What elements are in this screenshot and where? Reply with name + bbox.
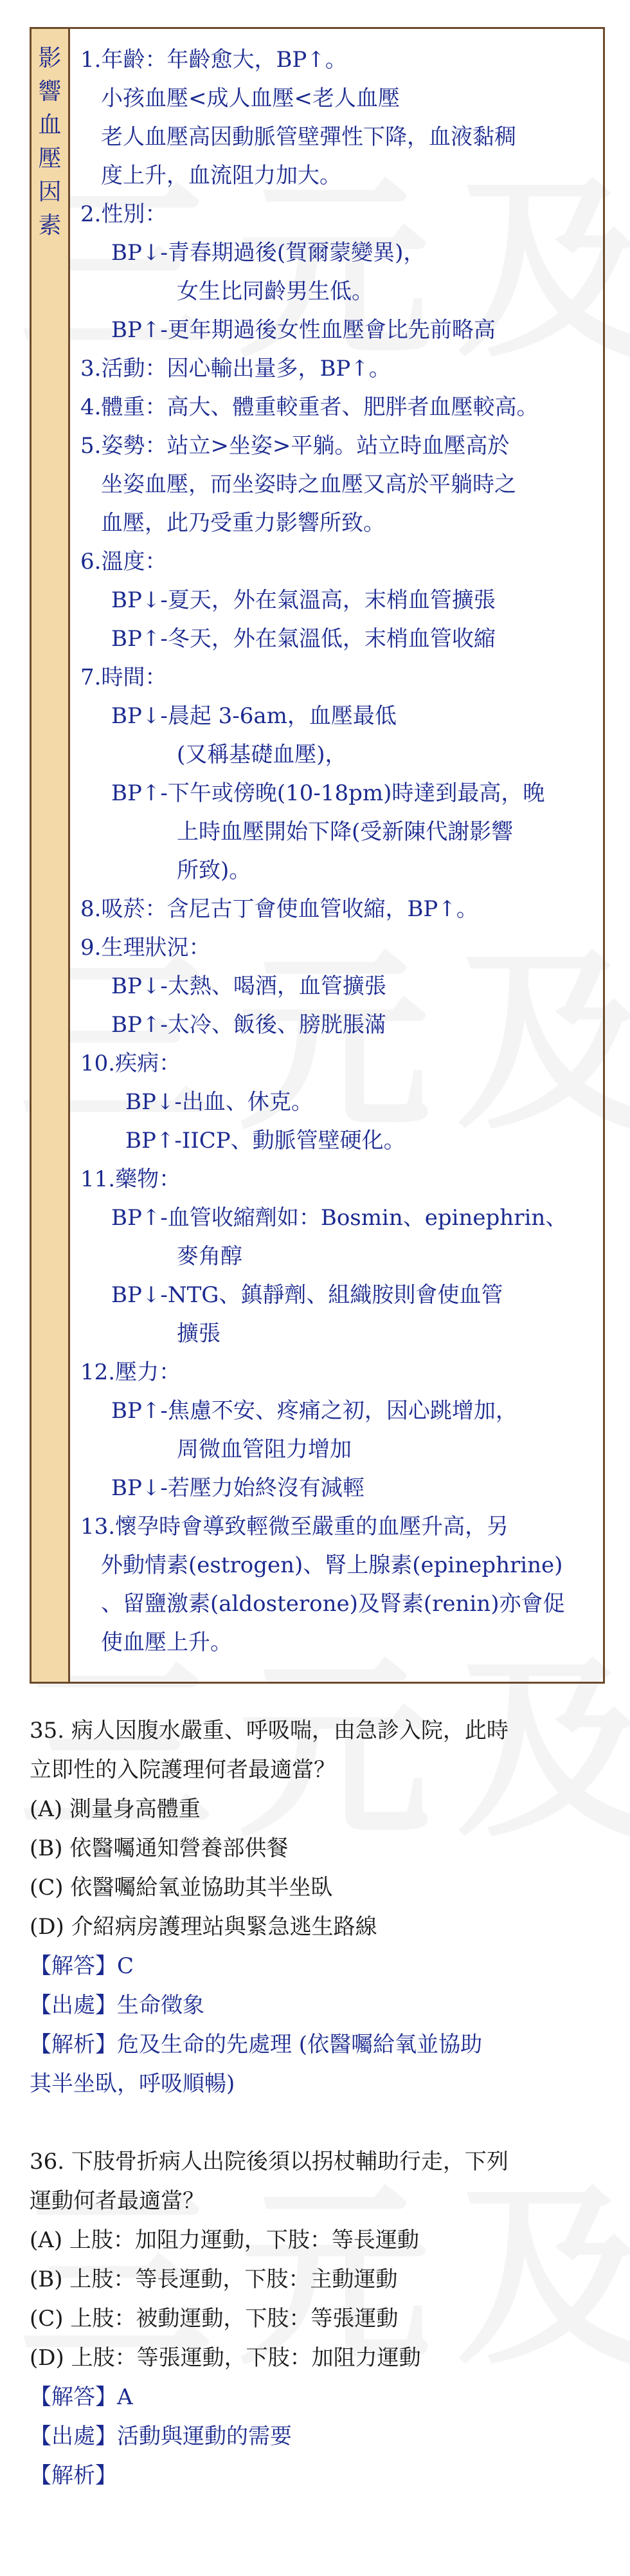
option-c: (C) 上肢：被動運動，下肢：等張運動	[30, 2306, 399, 2332]
question-text: 36. 下肢骨折病人出院後須以拐杖輔助行走，下列	[30, 2149, 509, 2175]
explanation-line: 其半坐臥，呼吸順暢)	[30, 2071, 235, 2097]
factor-line: BP↓-若壓力始終沒有減輕	[111, 1475, 364, 1501]
factor-line: 擴張	[177, 1321, 221, 1347]
factor-line: BP↑-IICP、動脈管壁硬化。	[125, 1128, 406, 1154]
questions-section	[30, 1711, 608, 2496]
factor-line: BP↓-出血、休克。	[125, 1089, 313, 1115]
factor-line: 使血壓上升。	[101, 1630, 232, 1655]
answer-label: 【解答】	[30, 1953, 117, 1979]
factor-line: BP↓-青春期過後(賀爾蒙變異)，	[111, 240, 426, 266]
factor-line: 1.年齡：年齡愈大，BP↑。	[80, 47, 347, 73]
factor-line: 7.時間：	[80, 665, 167, 690]
side-label-char: 血	[38, 112, 62, 138]
factor-line: (又稱基礎血壓)，	[177, 742, 347, 768]
factor-line: BP↓-NTG、鎮靜劑、組織胺則會使血管	[111, 1282, 503, 1308]
option-d: (D) 上肢：等張運動，下肢：加阻力運動	[30, 2345, 421, 2371]
factor-line: 、留鹽激素(aldosterone)及腎素(renin)亦會促	[101, 1591, 565, 1617]
factor-line: BP↑-更年期過後女性血壓會比先前略高	[111, 317, 496, 343]
explanation-line	[30, 2025, 608, 2065]
factor-line: BP↑-太冷、飯後、膀胱脹滿	[111, 1012, 386, 1038]
factor-line: 度上升，血流阻力加大。	[101, 163, 341, 189]
factor-line: 5.姿勢：站立>坐姿>平躺。站立時血壓高於	[80, 433, 510, 459]
factor-line: BP↓-晨起 3-6am，血壓最低	[111, 703, 397, 729]
source-line	[30, 2417, 608, 2456]
explanation-text: 危及生命的先處理 (依醫囑給氧並協助	[117, 2032, 483, 2057]
explanation-label: 【解析】	[30, 2463, 117, 2489]
factor-line: 3.活動：因心輸出量多，BP↑。	[80, 356, 391, 382]
side-label-char: 影	[38, 45, 62, 71]
blood-pressure-factors-table	[30, 27, 605, 1684]
option-a: (A) 上肢：加阻力運動，下肢：等長運動	[30, 2227, 419, 2253]
factor-line: 外動情素(estrogen)、腎上腺素(epinephrine)	[101, 1552, 563, 1578]
option-c: (C) 依醫囑給氧並協助其半坐臥	[30, 1875, 333, 1900]
source-line	[30, 1986, 608, 2025]
source-label: 【出處】	[30, 1992, 117, 2018]
source-value: 生命徵象	[117, 1992, 204, 2018]
factor-line: 老人血壓高因動脈管壁彈性下降，血液黏稠	[101, 124, 516, 150]
factor-line: 11.藥物：	[80, 1166, 181, 1192]
factor-line: 周微血管阻力增加	[177, 1437, 352, 1462]
side-label-char: 因	[38, 179, 62, 205]
question-36	[30, 2142, 608, 2496]
explanation-label: 【解析】	[30, 2032, 117, 2057]
answer-label: 【解答】	[30, 2384, 117, 2410]
factor-line: 坐姿血壓，而坐姿時之血壓又高於平躺時之	[101, 472, 516, 497]
option-b: (B) 依醫囑通知營養部供餐	[30, 1835, 289, 1861]
factor-line: 4.體重：高大、體重較重者、肥胖者血壓較高。	[80, 394, 539, 420]
answer-line	[30, 2378, 608, 2417]
source-value: 活動與運動的需要	[117, 2424, 292, 2449]
option-b: (B) 上肢：等長運動，下肢：主動運動	[30, 2267, 398, 2292]
question-text: 35. 病人因腹水嚴重、呼吸喘，由急診入院，此時	[30, 1718, 509, 1743]
question-text: 立即性的入院護理何者最適當？	[30, 1757, 336, 1783]
factor-line: BP↓-夏天，外在氣溫高，末梢血管擴張	[111, 587, 496, 613]
factor-line: 13.懷孕時會導致輕微至嚴重的血壓升高，另	[80, 1514, 509, 1540]
factor-line: 麥角醇	[177, 1244, 242, 1269]
option-d: (D) 介紹病房護理站與緊急逃生路線	[30, 1914, 377, 1940]
factor-line: BP↓-太熱、喝酒，血管擴張	[111, 973, 386, 999]
question-35	[30, 1711, 608, 2104]
side-label-char: 壓	[38, 145, 62, 172]
factor-line: 10.疾病：	[80, 1051, 181, 1076]
explanation-line	[30, 2456, 608, 2496]
factors-content	[70, 29, 603, 1682]
side-label-column	[32, 29, 70, 1682]
factor-line: 血壓，此乃受重力影響所致。	[101, 510, 385, 536]
answer-value: C	[117, 1953, 134, 1979]
factor-line: 6.溫度：	[80, 549, 167, 575]
factor-line: BP↑-下午或傍晚(10-18pm)時達到最高，晚	[111, 780, 545, 806]
question-text: 運動何者最適當？	[30, 2188, 204, 2214]
factor-line: 所致)。	[177, 858, 251, 883]
factor-line: 9.生理狀況：	[80, 935, 211, 961]
side-label-char: 響	[38, 78, 62, 105]
factor-line: BP↑-焦慮不安、疼痛之初，因心跳增加，	[111, 1398, 518, 1424]
factor-line: BP↑-冬天，外在氣溫低，末梢血管收縮	[111, 626, 496, 652]
factor-line: 小孩血壓<成人血壓<老人血壓	[101, 86, 400, 111]
answer-line	[30, 1947, 608, 1986]
factor-line: 上時血壓開始下降(受新陳代謝影響	[177, 819, 514, 845]
factor-line: 12.壓力：	[80, 1359, 181, 1385]
source-label: 【出處】	[30, 2424, 117, 2449]
side-label-char: 素	[38, 212, 62, 239]
factor-line: 8.吸菸：含尼古丁會使血管收縮，BP↑。	[80, 896, 478, 922]
answer-value: A	[117, 2384, 133, 2410]
factor-line: 2.性別：	[80, 201, 167, 227]
factor-line: 女生比同齡男生低。	[177, 279, 374, 304]
option-a: (A) 測量身高體重	[30, 1796, 201, 1822]
factor-line: BP↑-血管收縮劑如：Bosmin、epinephrin、	[111, 1205, 568, 1231]
